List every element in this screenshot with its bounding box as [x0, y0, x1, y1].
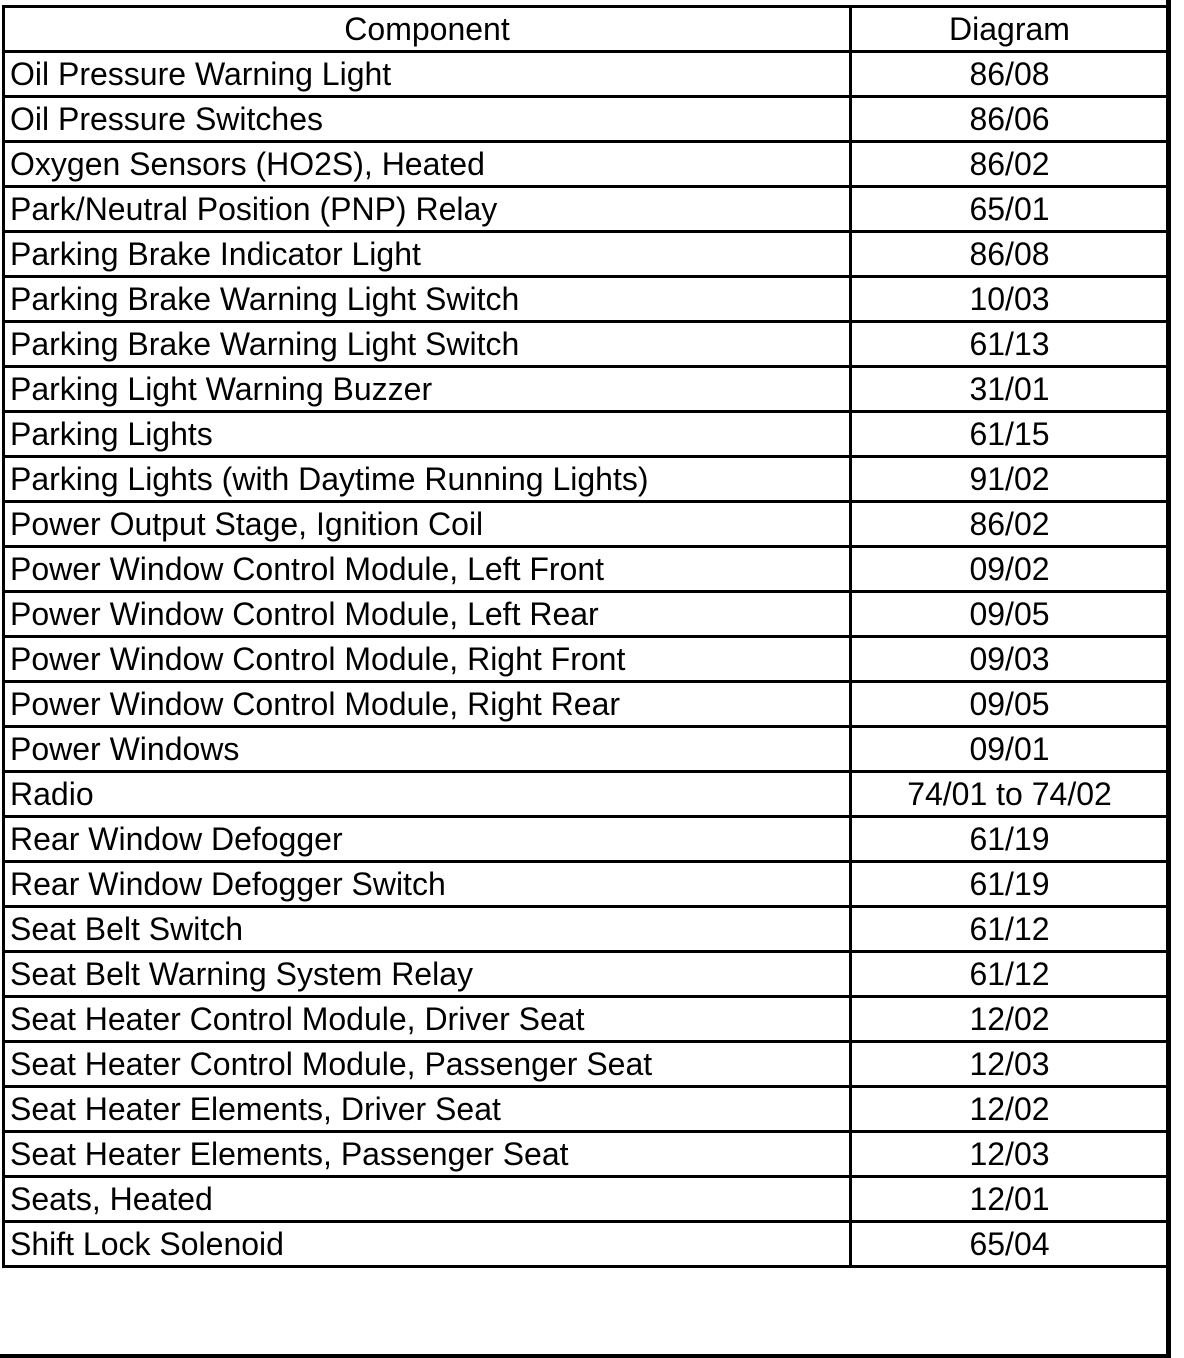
table-row: [4, 1087, 1169, 1132]
table-row: [4, 997, 1169, 1042]
table-row: [4, 952, 1169, 997]
column-header-component: Component: [4, 7, 851, 52]
table-row: [4, 187, 1169, 232]
bottom-border-edge: [0, 1354, 1171, 1358]
diagram-cell: 74/01 to 74/02: [851, 772, 1169, 817]
component-cell: Radio: [4, 772, 851, 817]
table-row: [4, 277, 1169, 322]
component-cell: Parking Brake Indicator Light: [4, 232, 851, 277]
diagram-cell: 91/02: [851, 457, 1169, 502]
component-cell: Oxygen Sensors (HO2S), Heated: [4, 142, 851, 187]
diagram-cell: 09/05: [851, 592, 1169, 637]
diagram-cell: 31/01: [851, 367, 1169, 412]
component-cell: Power Window Control Module, Right Front: [4, 637, 851, 682]
diagram-cell: 61/13: [851, 322, 1169, 367]
diagram-cell: 86/02: [851, 502, 1169, 547]
table-row: [4, 52, 1169, 97]
table-row: [4, 232, 1169, 277]
diagram-cell: 86/08: [851, 52, 1169, 97]
component-cell: Parking Lights: [4, 412, 851, 457]
component-cell: Seat Belt Switch: [4, 907, 851, 952]
table-row: [4, 592, 1169, 637]
diagram-cell: 10/03: [851, 277, 1169, 322]
component-cell: Rear Window Defogger: [4, 817, 851, 862]
component-cell: Seat Belt Warning System Relay: [4, 952, 851, 997]
diagram-cell: 61/12: [851, 907, 1169, 952]
diagram-cell: 09/03: [851, 637, 1169, 682]
diagram-cell: 86/06: [851, 97, 1169, 142]
diagram-cell: 61/19: [851, 862, 1169, 907]
table-row: [4, 1222, 1169, 1267]
component-cell: Rear Window Defogger Switch: [4, 862, 851, 907]
diagram-cell: 61/12: [851, 952, 1169, 997]
table-row: [4, 1177, 1169, 1222]
diagram-cell: 12/01: [851, 1177, 1169, 1222]
diagram-cell: 09/05: [851, 682, 1169, 727]
component-cell: Power Window Control Module, Right Rear: [4, 682, 851, 727]
table-body: [4, 52, 1169, 1267]
diagram-cell: 09/02: [851, 547, 1169, 592]
diagram-cell: 12/03: [851, 1132, 1169, 1177]
component-cell: Power Window Control Module, Left Front: [4, 547, 851, 592]
diagram-cell: 61/19: [851, 817, 1169, 862]
table-row: [4, 772, 1169, 817]
component-cell: Seat Heater Elements, Driver Seat: [4, 1087, 851, 1132]
table-row: [4, 547, 1169, 592]
component-cell: Parking Brake Warning Light Switch: [4, 277, 851, 322]
component-cell: Power Window Control Module, Left Rear: [4, 592, 851, 637]
table-row: [4, 457, 1169, 502]
component-cell: Power Output Stage, Ignition Coil: [4, 502, 851, 547]
table-row: [4, 907, 1169, 952]
right-border-edge: [1166, 0, 1171, 1358]
table-row: [4, 367, 1169, 412]
component-cell: Shift Lock Solenoid: [4, 1222, 851, 1267]
table-row: [4, 1042, 1169, 1087]
component-cell: Park/Neutral Position (PNP) Relay: [4, 187, 851, 232]
table-row: [4, 727, 1169, 772]
component-cell: Parking Light Warning Buzzer: [4, 367, 851, 412]
table-row: [4, 817, 1169, 862]
component-cell: Seat Heater Control Module, Driver Seat: [4, 997, 851, 1042]
table-row: [4, 862, 1169, 907]
component-cell: Oil Pressure Switches: [4, 97, 851, 142]
component-cell: Parking Brake Warning Light Switch: [4, 322, 851, 367]
table-header-row: [4, 7, 1169, 52]
component-cell: Seats, Heated: [4, 1177, 851, 1222]
column-header-diagram: Diagram: [851, 7, 1169, 52]
diagram-cell: 65/01: [851, 187, 1169, 232]
component-cell: Seat Heater Elements, Passenger Seat: [4, 1132, 851, 1177]
diagram-cell: 12/02: [851, 997, 1169, 1042]
table-row: [4, 412, 1169, 457]
component-diagram-table-container: [2, 5, 1167, 1268]
table-row: [4, 142, 1169, 187]
table-row: [4, 502, 1169, 547]
table-row: [4, 97, 1169, 142]
table-row: [4, 682, 1169, 727]
component-cell: Seat Heater Control Module, Passenger Seat: [4, 1042, 851, 1087]
diagram-cell: 86/08: [851, 232, 1169, 277]
table-row: [4, 322, 1169, 367]
table-row: [4, 637, 1169, 682]
component-diagram-table: [2, 5, 1170, 1268]
component-cell: Parking Lights (with Daytime Running Lights): [4, 457, 851, 502]
diagram-cell: 65/04: [851, 1222, 1169, 1267]
component-cell: Oil Pressure Warning Light: [4, 52, 851, 97]
table-row: [4, 1132, 1169, 1177]
diagram-cell: 12/03: [851, 1042, 1169, 1087]
diagram-cell: 12/02: [851, 1087, 1169, 1132]
diagram-cell: 86/02: [851, 142, 1169, 187]
component-cell: Power Windows: [4, 727, 851, 772]
diagram-cell: 61/15: [851, 412, 1169, 457]
diagram-cell: 09/01: [851, 727, 1169, 772]
